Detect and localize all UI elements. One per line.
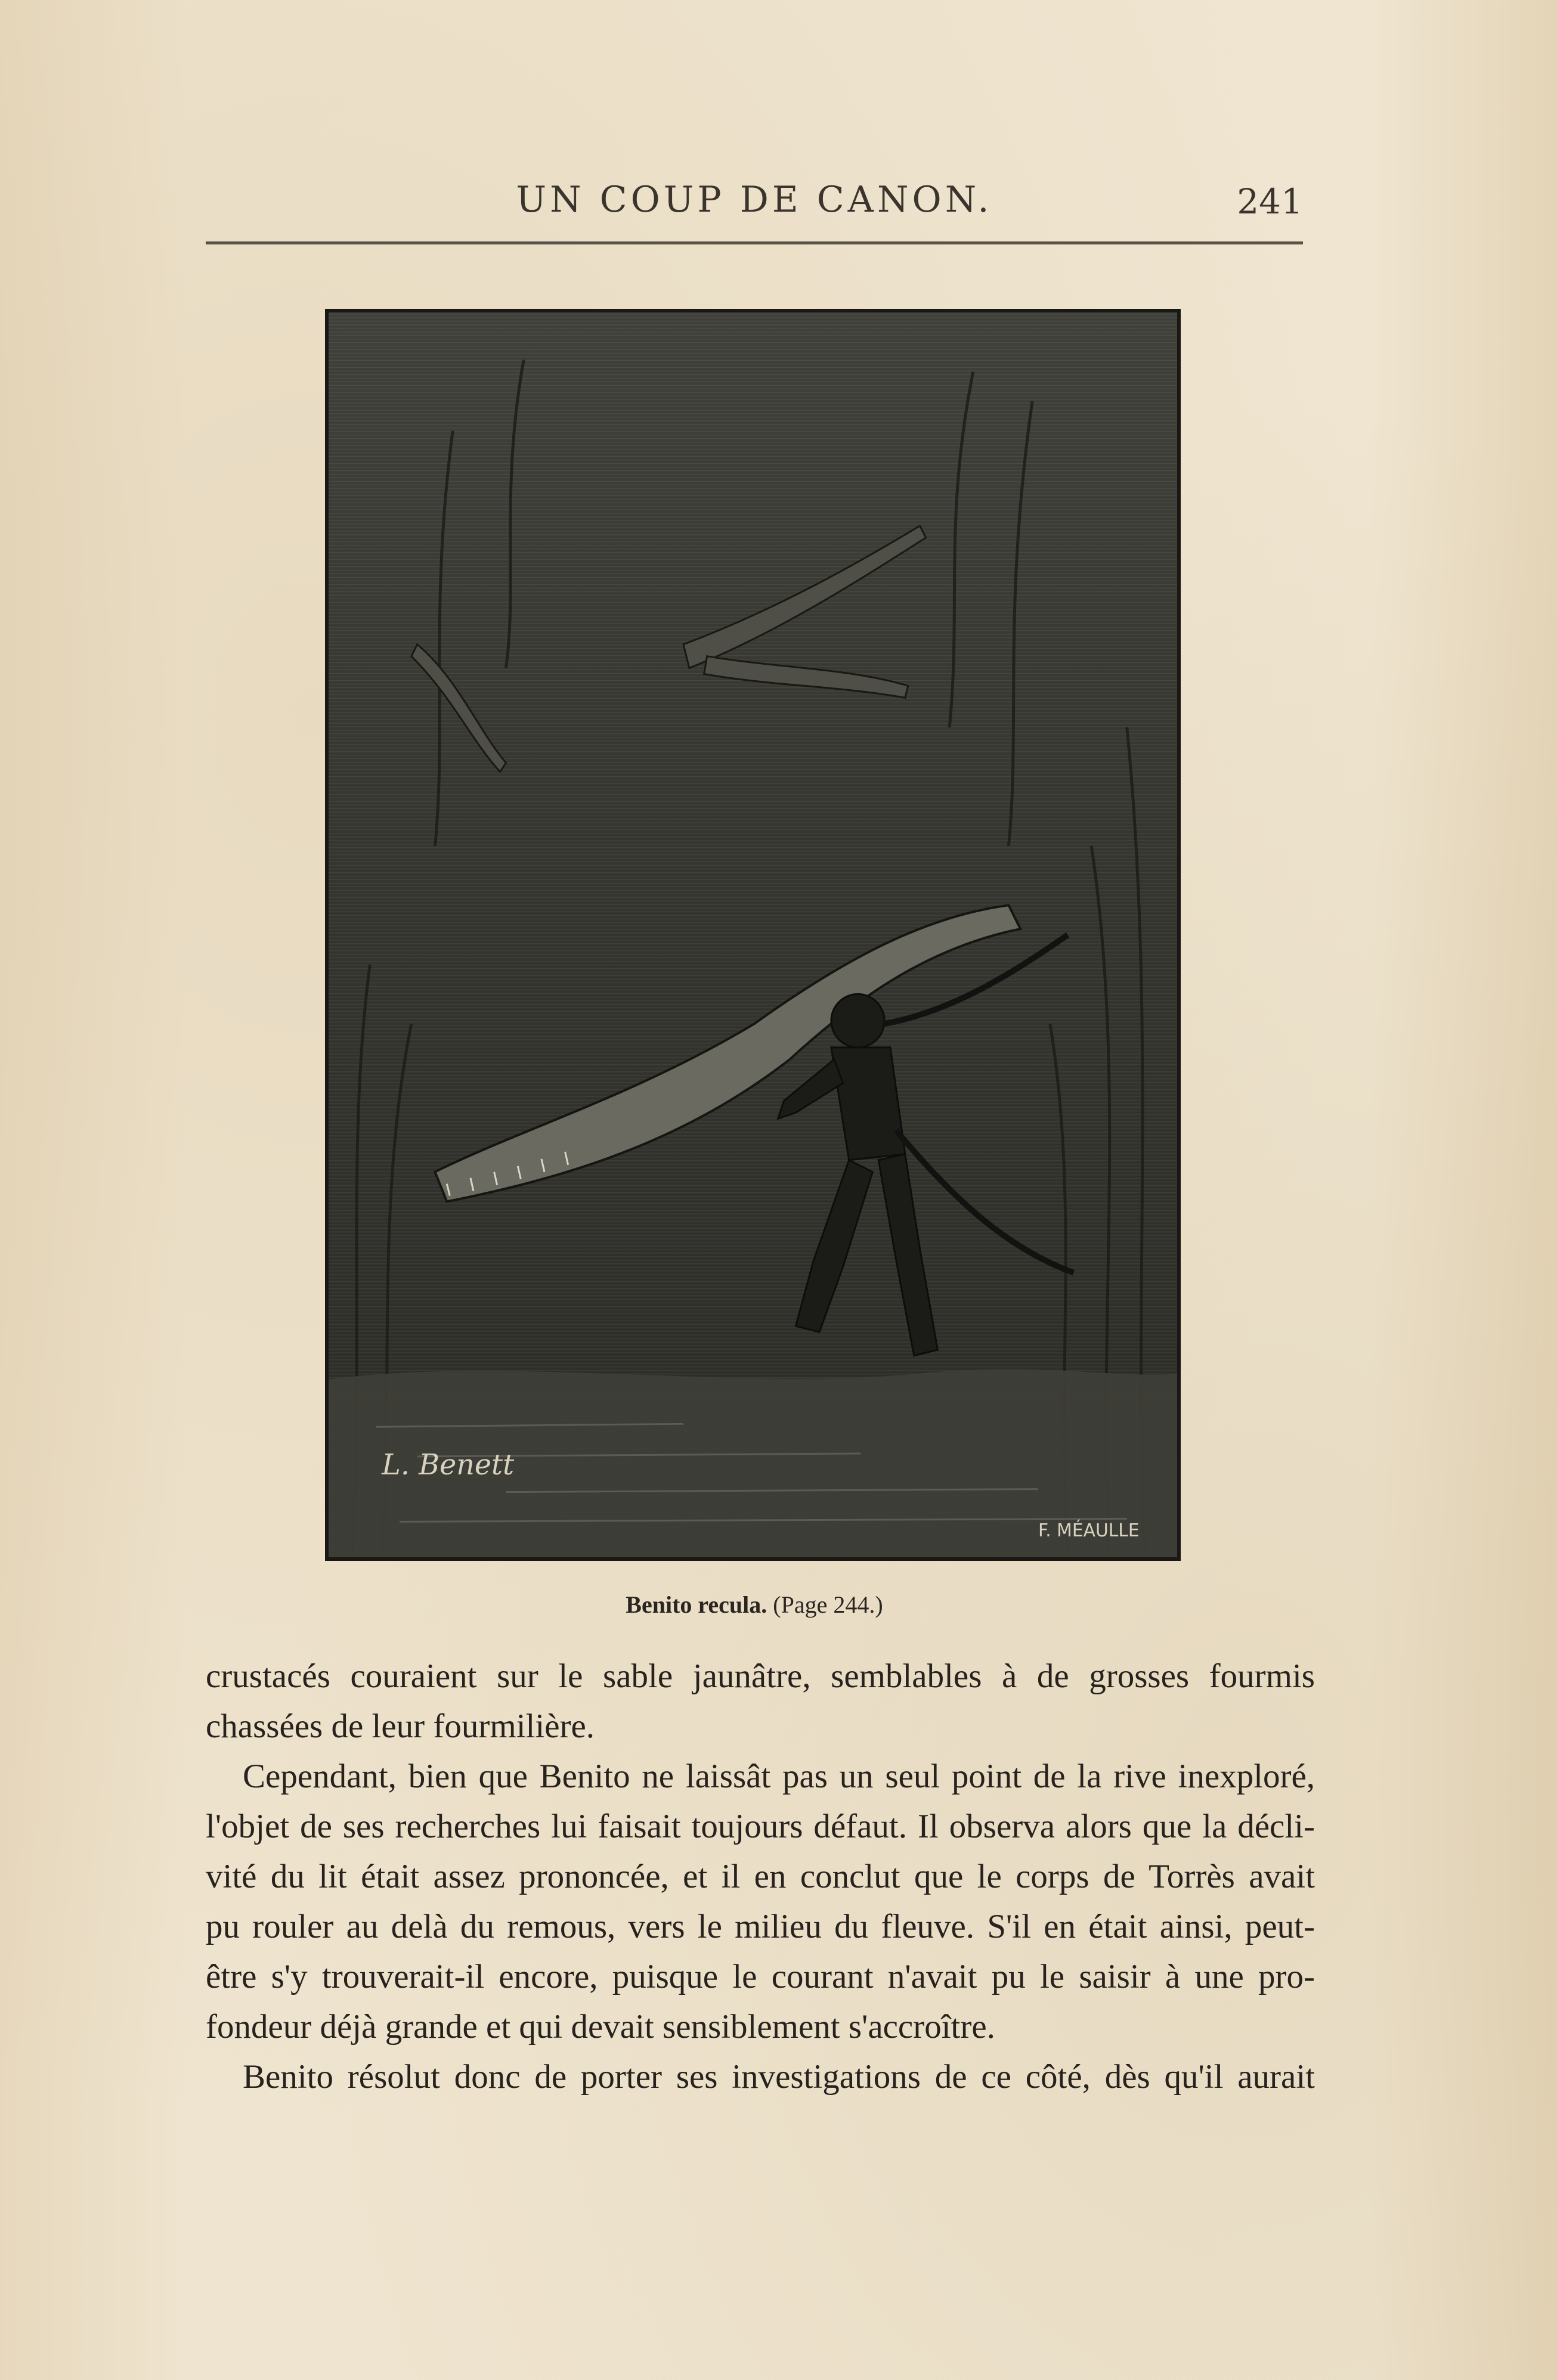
text-line: l'objet de ses recherches lui faisait toujours défaut. Il observa alors que la décli- bbox=[206, 1808, 1315, 1845]
engraver-signature: F. MÉAULLE bbox=[1038, 1520, 1140, 1542]
text-line: être s'y trouverait-il encore, puisque le courant n'avait pu le saisir à une pro- bbox=[206, 1958, 1315, 1995]
page-header bbox=[206, 179, 1303, 238]
text-line: fondeur déjà grande et qui devait sensiblement s'accroître. bbox=[206, 2008, 995, 2046]
text-line: vité du lit était assez prononcée, et il en conclut que le corps de Torrès avait bbox=[206, 1858, 1315, 1895]
artist-signature: L. Benett bbox=[382, 1448, 515, 1482]
caption-reference: (Page 244.) bbox=[773, 1591, 883, 1618]
text-line: chassées de leur fourmilière. bbox=[206, 1707, 595, 1745]
engraving-illustration bbox=[325, 309, 1181, 1561]
text-line: Cependant, bien que Benito ne laissât pas un seul point de la rive inexploré, bbox=[243, 1758, 1315, 1795]
header-rule bbox=[206, 241, 1303, 244]
caption-title: Benito recula. bbox=[626, 1591, 767, 1618]
illustration-caption bbox=[206, 1591, 1303, 1619]
engraving-illustration-icon bbox=[329, 312, 1177, 1557]
text-line: pu rouler au delà du remous, vers le milieu du fleuve. S'il en était ainsi, peut- bbox=[206, 1908, 1315, 1945]
text-line: Benito résolut donc de porter ses investigations de ce côté, dès qu'il aurait bbox=[243, 2058, 1315, 2096]
running-title: UN COUP DE CANON. bbox=[516, 179, 993, 221]
body-text bbox=[206, 1651, 1315, 2102]
text-line: crustacés couraient sur le sable jaunâtre, semblables à de grosses fourmis bbox=[206, 1657, 1315, 1695]
page-number: 241 bbox=[1237, 181, 1303, 222]
